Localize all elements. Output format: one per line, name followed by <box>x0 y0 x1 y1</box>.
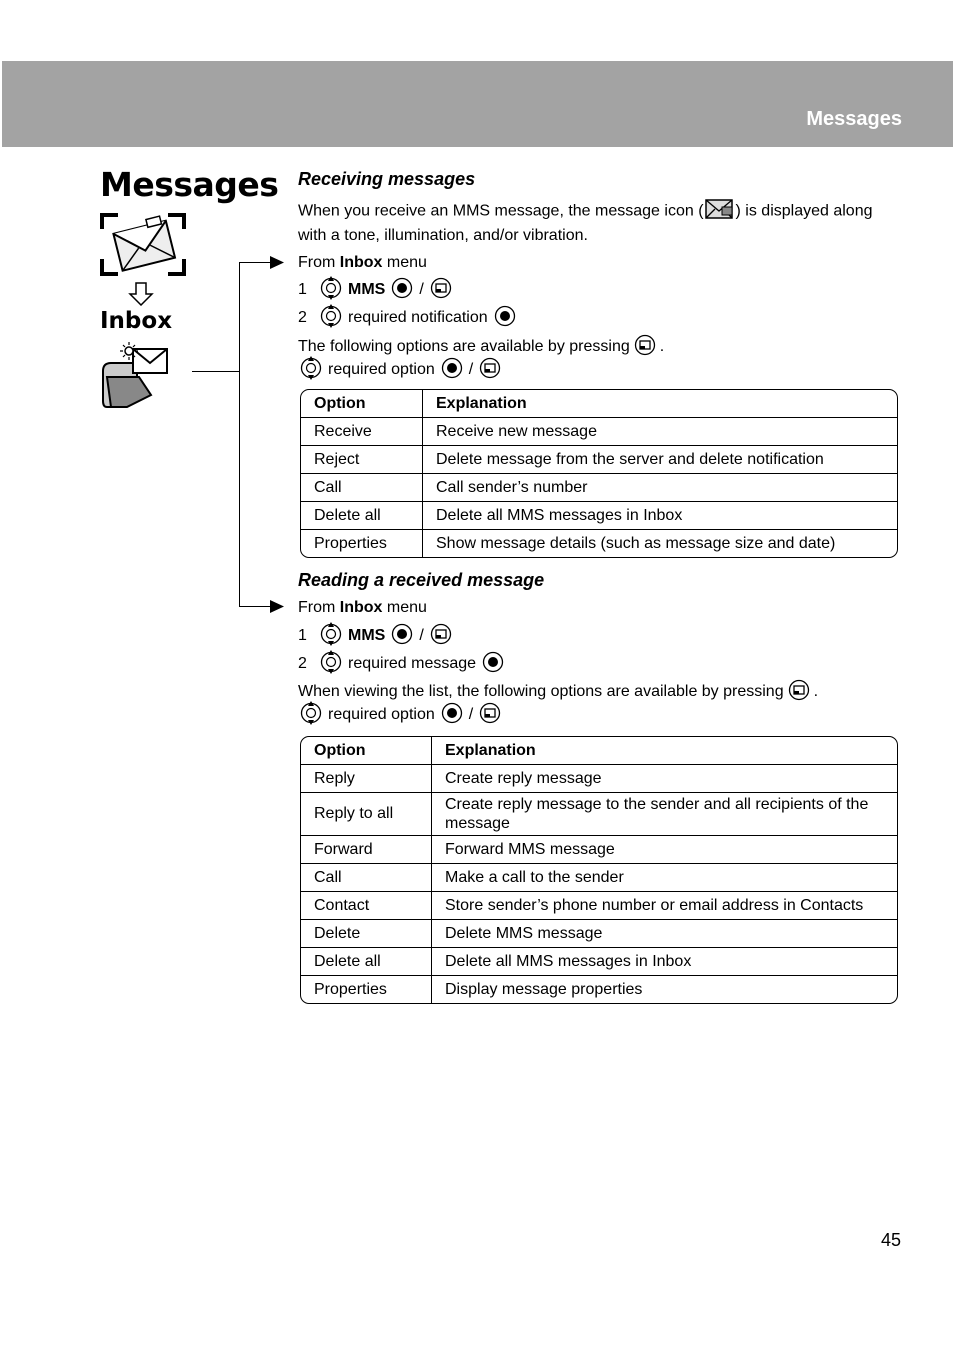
softkey-icon <box>788 679 810 706</box>
table-header-row <box>301 390 897 418</box>
softkey-icon <box>430 623 452 650</box>
table-row <box>301 920 897 948</box>
reading-from-line <box>298 598 427 617</box>
table-cell-explanation: Delete all MMS messages in Inbox <box>432 948 897 976</box>
pointer-arrow-icon <box>270 256 284 274</box>
intro-before: When you receive an MMS message, the message icon ( <box>298 202 704 220</box>
connector-line <box>239 606 271 607</box>
table-row <box>301 474 897 502</box>
table-cell-option: Call <box>301 864 432 892</box>
nav-key-icon <box>320 650 342 679</box>
table-row <box>301 948 897 976</box>
table-row <box>301 530 897 557</box>
table-row <box>301 418 897 446</box>
nav-key-icon <box>320 304 342 333</box>
table-cell-explanation: Show message details (such as message size and date) <box>436 534 836 552</box>
step-label: MMS <box>348 627 386 644</box>
table-row <box>301 793 897 836</box>
step-label: MMS <box>348 281 386 298</box>
select-key-icon <box>441 702 463 729</box>
reading-step-2 <box>298 652 504 676</box>
from-suffix: menu <box>382 599 427 616</box>
table-row <box>301 765 897 793</box>
select-key-icon <box>441 357 463 384</box>
table-cell-option: Delete all <box>301 948 432 976</box>
table-cell-explanation: Call sender’s number <box>423 474 897 502</box>
receiving-intro <box>298 197 898 245</box>
table-cell-option: Call <box>301 474 423 502</box>
from-menu: Inbox <box>339 599 383 616</box>
receiving-step-1 <box>298 278 452 302</box>
period: . <box>659 338 665 355</box>
table-cell-option: Reply <box>301 765 432 793</box>
step-label: required message <box>348 655 477 672</box>
page-number: 45 <box>880 1230 901 1250</box>
table-cell-option: Reject <box>301 446 423 474</box>
table-cell-explanation: Store sender’s phone number or email address in Contacts <box>432 892 897 920</box>
nav-key-icon <box>320 622 342 651</box>
select-key-icon <box>494 305 516 332</box>
arrow-down-icon <box>128 282 154 311</box>
table-cell-explanation: Display message properties <box>445 980 643 998</box>
from-prefix: From <box>298 254 340 271</box>
reading-options-select <box>300 703 501 727</box>
column-header: Explanation <box>423 390 897 418</box>
options-intro-text: The following options are available by pressing <box>298 338 630 355</box>
step-number: 2 <box>298 309 307 326</box>
column-header: Explanation <box>432 737 897 765</box>
table-row <box>301 502 897 530</box>
options-intro-text: When viewing the list, the following options are available by pressing <box>298 683 784 700</box>
inbox-subtitle: Inbox <box>100 308 173 334</box>
receiving-from-line <box>298 253 427 272</box>
table-cell-option: Receive <box>301 418 423 446</box>
nav-key-icon <box>320 276 342 305</box>
table-cell-option: Delete all <box>301 502 423 530</box>
softkey-icon <box>479 702 501 729</box>
select-key-icon <box>482 651 504 678</box>
receiving-step-2 <box>298 306 516 330</box>
column-header: Option <box>301 737 432 765</box>
connector-line <box>239 262 271 263</box>
nav-key-icon <box>300 356 322 385</box>
nav-key-icon <box>300 701 322 730</box>
slash: / <box>419 627 424 644</box>
table-cell-option: Reply to all <box>301 793 432 836</box>
step-number: 1 <box>298 627 307 644</box>
select-key-icon <box>391 277 413 304</box>
table-cell-explanation: Delete all MMS messages in Inbox <box>423 502 897 530</box>
page-title: Messages <box>100 165 279 204</box>
slash: / <box>468 361 474 378</box>
inbox-icon <box>99 341 171 416</box>
period: . <box>813 683 819 700</box>
table-cell-explanation: Delete message from the server and delete notification <box>423 446 897 474</box>
table-cell-explanation: Make a call to the sender <box>432 864 897 892</box>
table-cell-explanation: Create reply message <box>432 765 897 793</box>
options-select-text: required option <box>328 706 435 723</box>
table-cell-option: Forward <box>301 836 432 864</box>
step-number: 2 <box>298 655 307 672</box>
receiving-options-select <box>300 358 501 382</box>
mms-message-icon <box>704 197 736 226</box>
table-cell-explanation: Delete MMS message <box>432 920 897 948</box>
table-cell-explanation: Create reply message to the sender and all recipients of the message <box>432 793 897 836</box>
table-cell-option: Delete <box>301 920 432 948</box>
header-band <box>2 61 953 147</box>
table-header-row <box>301 737 897 765</box>
slash: / <box>468 706 474 723</box>
reading-heading: Reading a received message <box>298 570 545 590</box>
connector-bracket <box>239 262 240 606</box>
table-row <box>301 446 897 474</box>
reading-options-table <box>300 736 898 1004</box>
intro-after: ) is displayed along with a tone, illumination, and/or vibration. <box>298 202 873 244</box>
reading-options-intro <box>298 680 818 704</box>
softkey-icon <box>634 334 656 361</box>
reading-step-1 <box>298 624 452 648</box>
envelope-icon <box>100 213 186 282</box>
receiving-heading: Receiving messages <box>298 169 476 189</box>
from-prefix: From <box>298 599 340 616</box>
table-cell-option: Properties <box>301 530 423 557</box>
table-cell-option: Properties <box>301 976 432 1003</box>
header-section-title: Messages <box>806 108 902 130</box>
table-cell-option: Contact <box>301 892 432 920</box>
slash: / <box>419 281 424 298</box>
table-row <box>301 836 897 864</box>
options-select-text: required option <box>328 361 435 378</box>
pointer-arrow-icon <box>270 600 284 618</box>
from-suffix: menu <box>382 254 427 271</box>
softkey-icon <box>430 277 452 304</box>
table-row <box>301 864 897 892</box>
softkey-icon <box>479 357 501 384</box>
table-row <box>301 892 897 920</box>
receiving-options-table <box>300 389 898 558</box>
table-row <box>301 976 897 1003</box>
select-key-icon <box>391 623 413 650</box>
step-label: required notification <box>348 309 488 326</box>
table-cell-explanation: Receive new message <box>423 418 897 446</box>
step-number: 1 <box>298 281 307 298</box>
column-header: Option <box>301 390 423 418</box>
receiving-options-intro <box>298 335 664 359</box>
table-cell-explanation: Forward MMS message <box>432 836 897 864</box>
from-menu: Inbox <box>339 254 383 271</box>
connector-line <box>192 371 240 372</box>
